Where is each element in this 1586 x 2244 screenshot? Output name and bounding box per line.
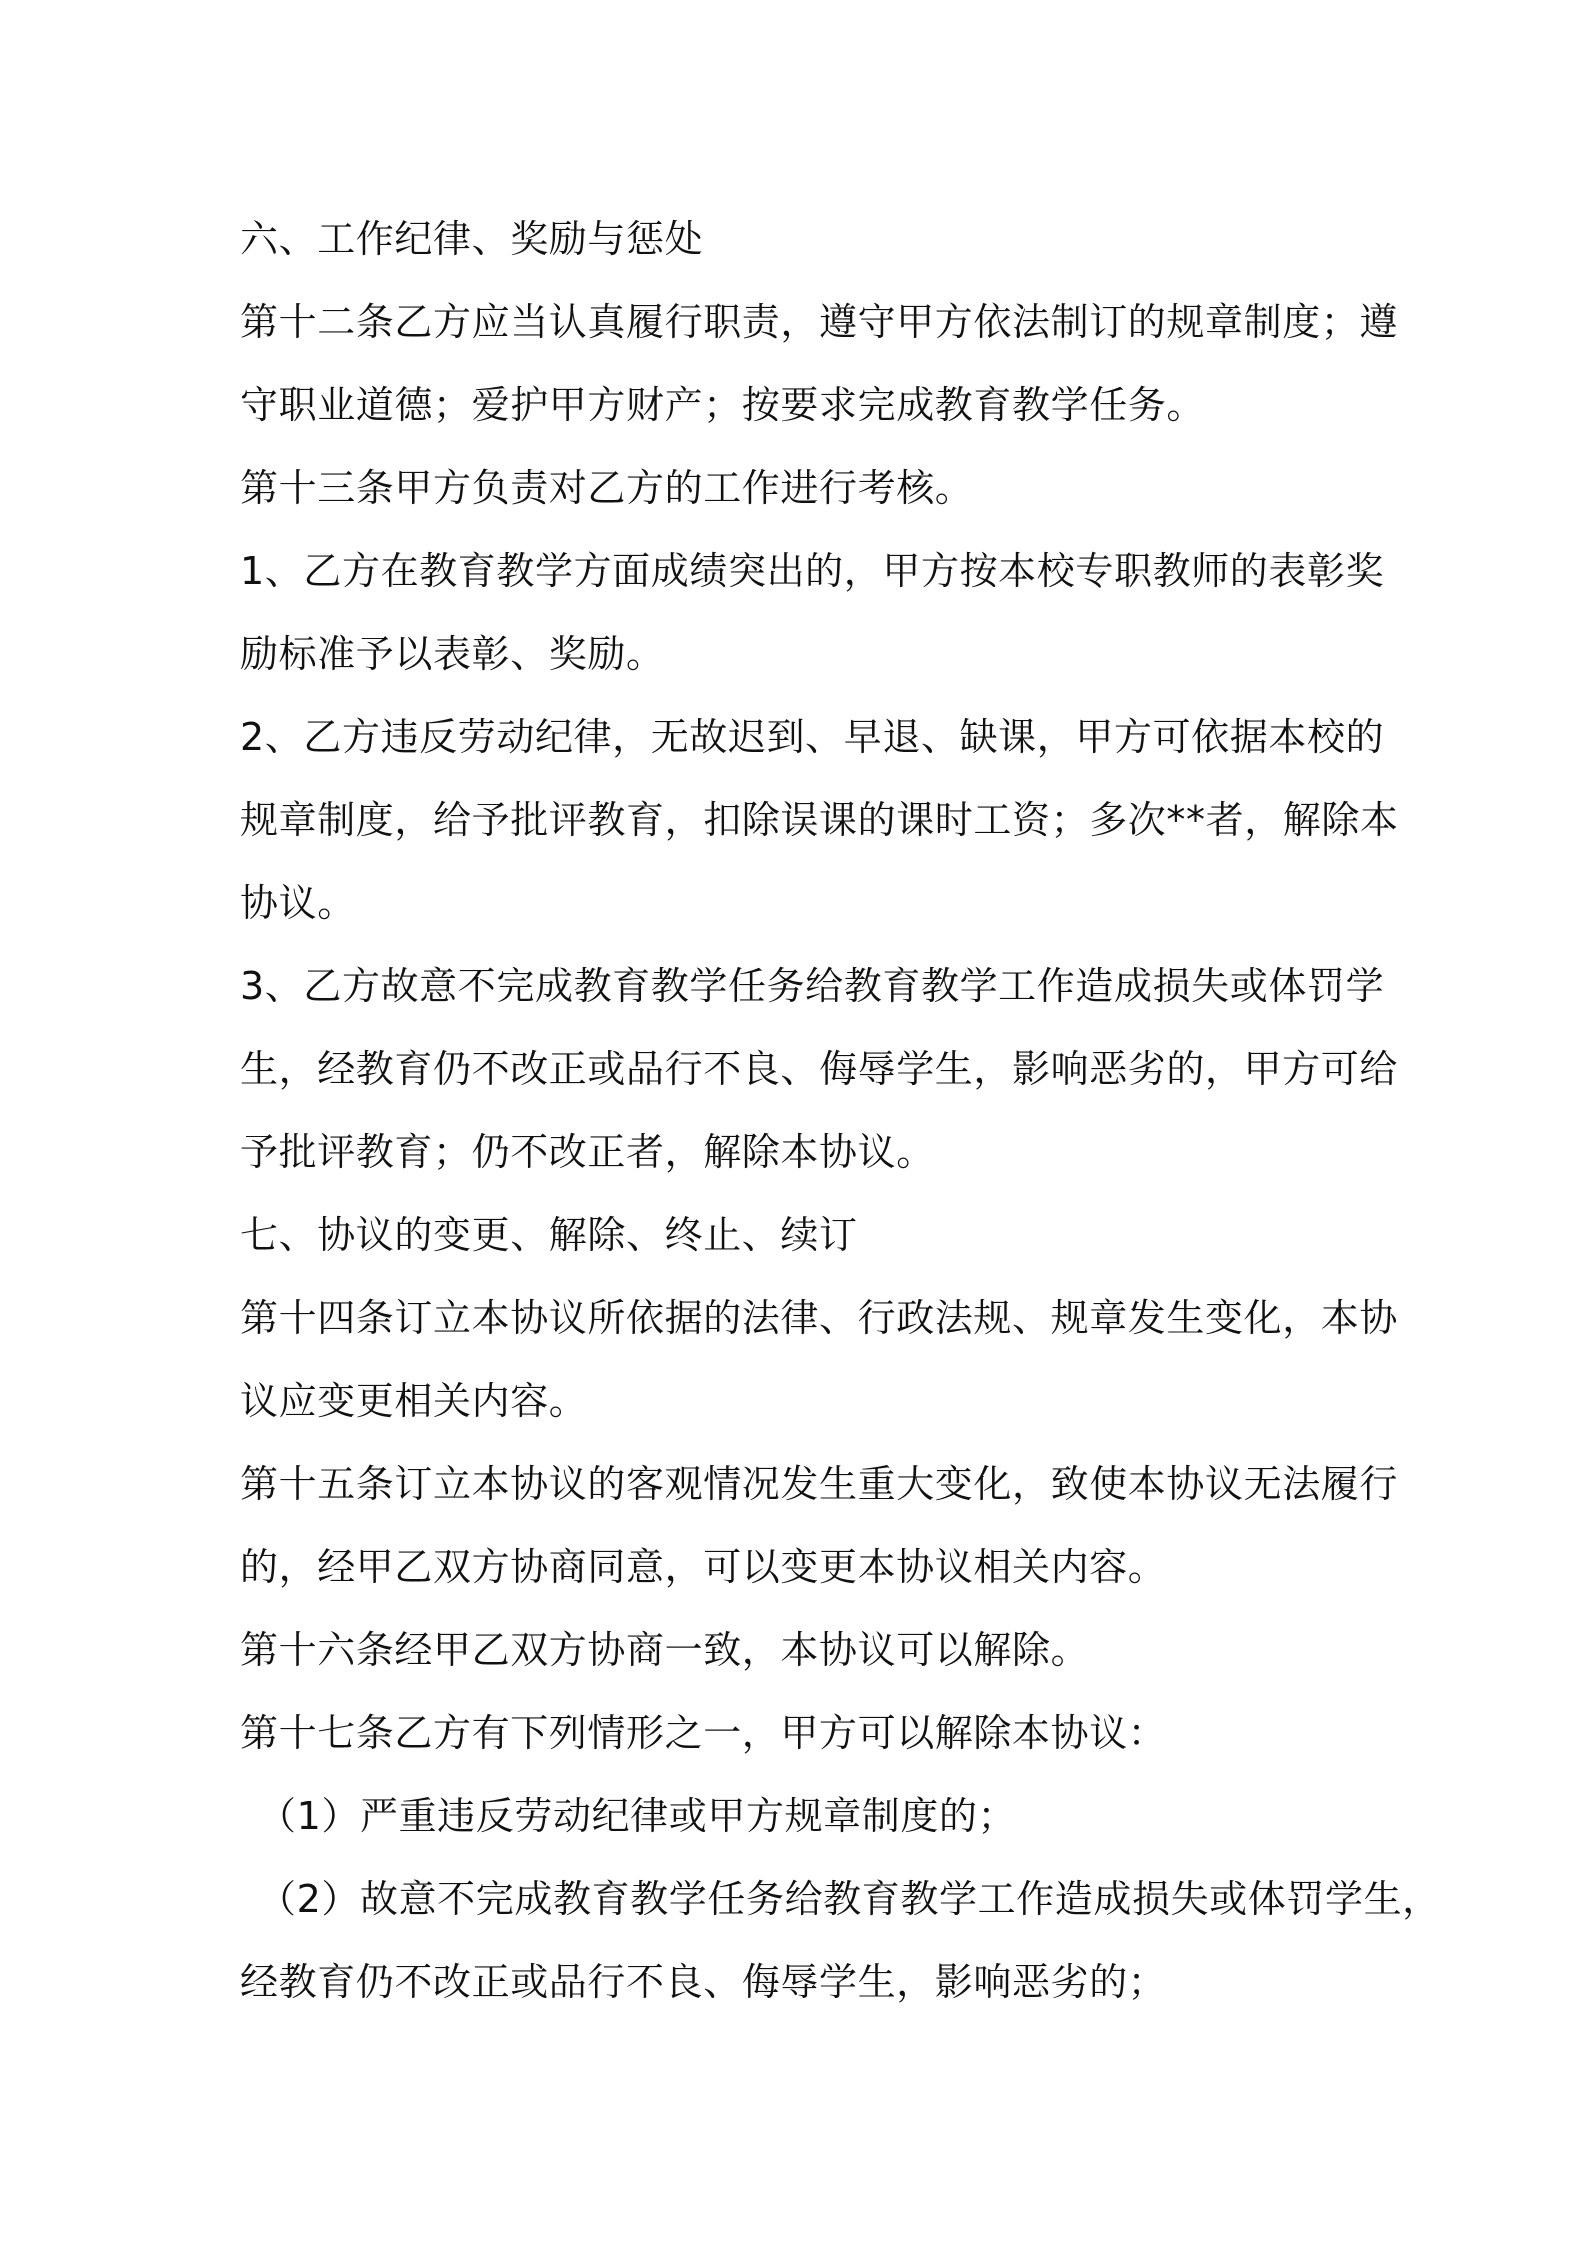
- article-15-line-1: 第十五条订立本协议的客观情况发生重大变化，致使本协议无法履行: [240, 1462, 1399, 1506]
- article-12-line-1: 第十二条乙方应当认真履行职责，遵守甲方依法制订的规章制度；遵: [240, 300, 1399, 344]
- article-17: 第十七条乙方有下列情形之一，甲方可以解除本协议：: [240, 1711, 1167, 1755]
- item-3-line-2: 生，经教育仍不改正或品行不良、侮辱学生，影响恶劣的，甲方可给: [240, 1047, 1399, 1091]
- article-16: 第十六条经甲乙双方协商一致，本协议可以解除。: [240, 1628, 1090, 1672]
- item-2-line-1: 2、乙方违反劳动纪律，无故迟到、早退、缺课，甲方可依据本校的: [240, 715, 1385, 759]
- clause-1: （1）严重违反劳动纪律或甲方规章制度的；: [258, 1794, 1017, 1838]
- section-heading-seven: 七、协议的变更、解除、终止、续订: [240, 1213, 858, 1257]
- item-1-line-1: 1、乙方在教育教学方面成绩突出的，甲方按本校专职教师的表彰奖: [240, 549, 1385, 593]
- article-12-line-2: 守职业道德；爱护甲方财产；按要求完成教育教学任务。: [240, 383, 1206, 427]
- article-14-line-2: 议应变更相关内容。: [240, 1379, 588, 1423]
- document-body: [240, 198, 1441, 2024]
- article-15-line-2: 的，经甲乙双方协商同意，可以变更本协议相关内容。: [240, 1545, 1167, 1589]
- item-3-line-3: 予批评教育；仍不改正者，解除本协议。: [240, 1130, 935, 1174]
- section-heading-six: 六、工作纪律、奖励与惩处: [240, 217, 704, 261]
- clause-2-line-1: （2）故意不完成教育教学任务给教育教学工作造成损失或体罚学生，: [258, 1877, 1441, 1921]
- article-13: 第十三条甲方负责对乙方的工作进行考核。: [240, 466, 974, 510]
- item-1-line-2: 励标准予以表彰、奖励。: [240, 632, 665, 676]
- item-2-line-3: 协议。: [240, 881, 356, 925]
- clause-2-line-2: 经教育仍不改正或品行不良、侮辱学生，影响恶劣的；: [240, 1960, 1167, 2004]
- item-2-line-2: 规章制度，给予批评教育，扣除误课的课时工资；多次**者，解除本: [240, 798, 1399, 842]
- article-14-line-1: 第十四条订立本协议所依据的法律、行政法规、规章发生变化，本协: [240, 1296, 1399, 1340]
- item-3-line-1: 3、乙方故意不完成教育教学任务给教育教学工作造成损失或体罚学: [240, 964, 1385, 1008]
